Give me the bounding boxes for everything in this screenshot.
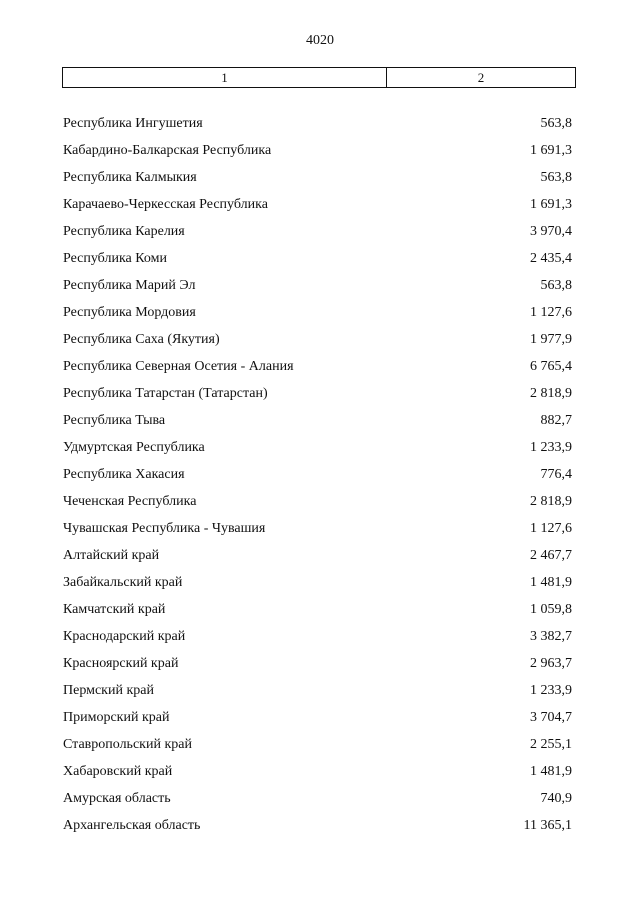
region-value: 1 481,9	[530, 575, 572, 590]
table-row	[63, 515, 575, 542]
table-row	[63, 164, 575, 191]
table-row	[63, 110, 575, 137]
region-name: Приморский край	[63, 710, 170, 725]
table-row	[63, 191, 575, 218]
region-name: Забайкальский край	[63, 575, 183, 590]
region-table-body	[63, 110, 575, 839]
region-value: 2 818,9	[530, 386, 572, 401]
column-header-2: 2	[477, 69, 485, 85]
table-row	[63, 380, 575, 407]
region-name: Республика Коми	[63, 251, 167, 266]
region-value: 11 365,1	[523, 818, 572, 833]
column-header-1: 1	[63, 68, 387, 87]
region-name: Республика Северная Осетия - Алания	[63, 359, 294, 374]
region-name: Чеченская Республика	[63, 494, 197, 509]
region-value: 1 691,3	[530, 197, 572, 212]
table-row	[63, 812, 575, 839]
region-name: Ставропольский край	[63, 737, 192, 752]
page-number: 4020	[306, 33, 334, 48]
table-row	[63, 731, 575, 758]
region-name: Архангельская область	[63, 818, 201, 833]
region-value: 3 382,7	[530, 629, 572, 644]
table-row	[63, 218, 575, 245]
region-name: Кабардино-Балкарская Республика	[63, 143, 272, 158]
region-name: Карачаево-Черкесская Республика	[63, 197, 268, 212]
region-value: 1 691,3	[530, 143, 572, 158]
region-value: 2 467,7	[530, 548, 572, 563]
table-row	[63, 272, 575, 299]
region-name: Краснодарский край	[63, 629, 186, 644]
region-value: 3 704,7	[530, 710, 572, 725]
table-header	[62, 67, 576, 88]
region-value: 882,7	[540, 413, 572, 428]
table-row	[63, 785, 575, 812]
table-row	[63, 434, 575, 461]
region-value: 2 818,9	[530, 494, 572, 509]
region-name: Красноярский край	[63, 656, 179, 671]
region-value: 1 977,9	[530, 332, 572, 347]
table-row	[63, 353, 575, 380]
table-row	[63, 326, 575, 353]
region-value: 2 435,4	[530, 251, 572, 266]
region-value: 1 059,8	[530, 602, 572, 617]
table-row	[63, 461, 575, 488]
region-value: 1 233,9	[530, 440, 572, 455]
region-value: 776,4	[540, 467, 572, 482]
region-name: Чувашская Республика - Чувашия	[63, 521, 266, 536]
region-name: Республика Тыва	[63, 413, 166, 428]
region-name: Республика Саха (Якутия)	[63, 332, 220, 347]
region-name: Камчатский край	[63, 602, 166, 617]
region-value: 3 970,4	[530, 224, 572, 239]
region-name: Амурская область	[63, 791, 171, 806]
region-value: 1 481,9	[530, 764, 572, 779]
table-row	[63, 650, 575, 677]
region-value: 2 963,7	[530, 656, 572, 671]
region-name: Хабаровский край	[63, 764, 173, 779]
table-row	[63, 569, 575, 596]
table-row	[63, 596, 575, 623]
table-row	[63, 137, 575, 164]
table-row	[63, 299, 575, 326]
region-name: Республика Татарстан (Татарстан)	[63, 386, 268, 401]
region-name: Республика Карелия	[63, 224, 185, 239]
region-value: 563,8	[540, 116, 572, 131]
region-value: 2 255,1	[530, 737, 572, 752]
table-row	[63, 623, 575, 650]
region-name: Республика Марий Эл	[63, 278, 196, 293]
table-row	[63, 704, 575, 731]
region-name: Республика Калмыкия	[63, 170, 197, 185]
region-value: 563,8	[540, 278, 572, 293]
table-row	[63, 677, 575, 704]
table-row	[63, 407, 575, 434]
region-name: Удмуртская Республика	[63, 440, 205, 455]
region-value: 563,8	[540, 170, 572, 185]
region-name: Республика Хакасия	[63, 467, 185, 482]
region-name: Алтайский край	[63, 548, 160, 563]
region-value: 1 127,6	[530, 305, 572, 320]
region-value: 740,9	[540, 791, 572, 806]
table-row	[63, 488, 575, 515]
table-row	[63, 245, 575, 272]
region-value: 1 233,9	[530, 683, 572, 698]
region-value: 1 127,6	[530, 521, 572, 536]
region-value: 6 765,4	[530, 359, 572, 374]
region-name: Республика Ингушетия	[63, 116, 203, 131]
region-name: Пермский край	[63, 683, 154, 698]
table-row	[63, 758, 575, 785]
region-name: Республика Мордовия	[63, 305, 196, 320]
table-row	[63, 542, 575, 569]
